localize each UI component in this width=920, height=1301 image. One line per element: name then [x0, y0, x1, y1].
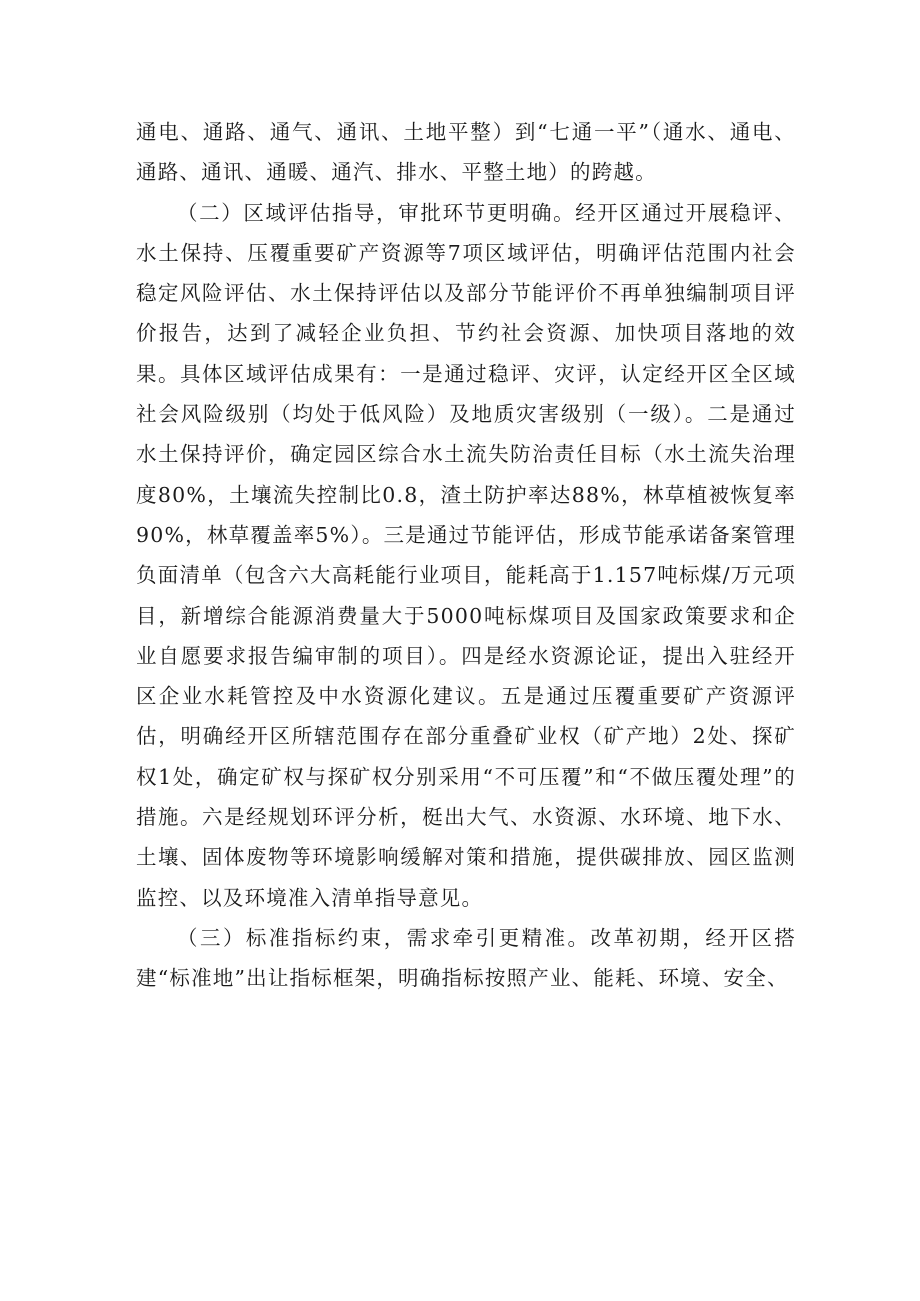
- paragraph-standard-indicators: （三）标准指标约束，需求牵引更精准。改革初期，经开区搭建“标准地”出让指标框架，明确指标按照产业、能耗、环境、安全、: [136, 925, 796, 991]
- document-body: [136, 112, 796, 999]
- paragraph-regional-assessment: （二）区域评估指导，审批环节更明确。经开区通过开展稳评、水土保持、压覆重要矿产资源等7项区域评估，明确评估范围内社会稳定风险评估、水土保持评估以及部分节能评价不再单独编制项目评价报告，达到了减轻企业负担、节约社会资源、加快项目落地的效果。具体区域评估成果有：一是通过稳评、灾评，认定经开区全区域社会风险级别（均处于低风险）及地质灾害级别（一级）。二是通过水土保持评价，确定园区综合水土流失防治责任目标（水土流失治理度80%，土壤流失控制比0.8，渣土防护率达88%，林草植被恢复率90%，林草覆盖率5%）。三是通过节能评估，形成节能承诺备案管理负面清单（包含六大高耗能行业项目，能耗高于1.157吨标煤/万元项目，新增综合能源消费量大于5000吨标煤项目及国家政策要求和企业自愿要求报告编审制的项目）。四是经水资源论证，提出入驻经开区企业水耗管控及中水资源化建议。五是通过压覆重要矿产资源评估，明确经开区所辖范围存在部分重叠矿业权（矿产地）2处、探矿权1处，确定矿权与探矿权分别采用“不可压覆”和“不做压覆处理”的措施。六是经规划环评分析，梃出大气、水资源、水环境、地下水、土壤、固体废物等环境影响缓解对策和措施，提供碳排放、园区监测监控、以及环境准入清单指导意见。: [136, 200, 796, 910]
- paragraph-continuation: 通电、通路、通气、通讯、土地平整）到“七通一平”（通水、通电、通路、通讯、通暖、通汽、排水、平整土地）的跨越。: [136, 120, 796, 185]
